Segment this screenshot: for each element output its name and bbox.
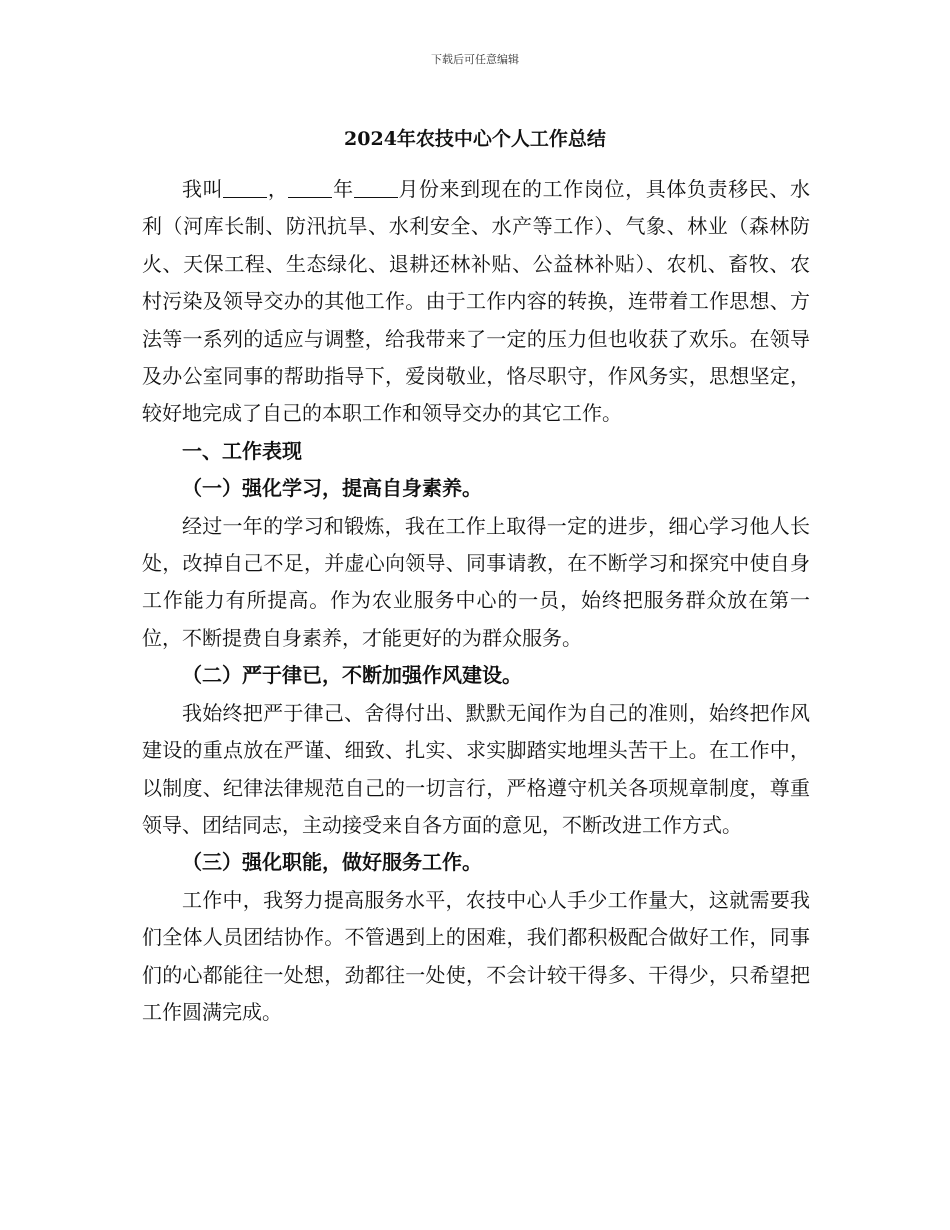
year-blank xyxy=(288,177,332,198)
document-title: 2024年农技中心个人工作总结 xyxy=(344,128,606,150)
intro-paragraph xyxy=(142,171,810,433)
subsection-heading-3: （三）强化职能，做好服务工作。 xyxy=(182,850,482,875)
name-blank xyxy=(223,177,267,198)
subsection-heading-2: （二）严于律已，不断加强作风建设。 xyxy=(182,663,522,688)
month-blank xyxy=(354,177,398,198)
page-header-note: 下载后可任意编辑 xyxy=(431,53,519,66)
intro-text-4: 月份来到现在的工作岗位，具体负责移民、水利（河库长制、防汛抗旱、水利安全、水产等工作）、气象、林业（森林防火、天保工程、生态绿化、退耕还林补贴、公益林补贴）、农机、畜牧、农村污染及领导交办的其他工作。由于工作内容的转换，连带着工作思想、方法等一系列的适应与调整，给我带来了一定的压力但也收获了欢乐。在领导及办公室同事的帮助指导下，爱岗敬业，恪尽职守，作风务实，思想坚定，较好地完成了自己的本职工作和领导交办的其它工作。 xyxy=(142,177,811,426)
section-heading-work-performance: 一、工作表现 xyxy=(182,438,302,463)
subsection-heading-1: （一）强化学习，提高自身素养。 xyxy=(182,476,482,501)
subsection-paragraph-2: 我始终把严于律己、舍得付出、默默无闻作为自己的准则，始终把作风建设的重点放在严谨、细致、扎实、求实脚踏实地埋头苦干上。在工作中，以制度、纪律法律规范自己的一切言行，严格遵守机关各项规章制度，尊重领导、团结同志，主动接受来自各方面的意见，不断改进工作方式。 xyxy=(142,700,810,837)
document-body xyxy=(142,171,810,1031)
subsection-paragraph-3: 工作中，我努力提高服务水平，农技中心人手少工作量大，这就需要我们全体人员团结协作。不管遇到上的困难，我们都积极配合做好工作，同事们的心都能往一处想，劲都往一处使，不会计较干得多、干得少，只希望把工作圆满完成。 xyxy=(142,887,810,1024)
intro-text-1: 我叫 xyxy=(182,177,224,201)
intro-text-3: 年 xyxy=(332,177,354,201)
intro-text-2: ， xyxy=(267,177,289,201)
subsection-paragraph-1: 经过一年的学习和锻炼，我在工作上取得一定的进步，细心学习他人长处，改掉自己不足，并虚心向领导、同事请教，在不断学习和探究中使自身工作能力有所提高。作为农业服务中心的一员，始终把服务群众放在第一位，不断提费自身素养，才能更好的为群众服务。 xyxy=(142,513,810,650)
